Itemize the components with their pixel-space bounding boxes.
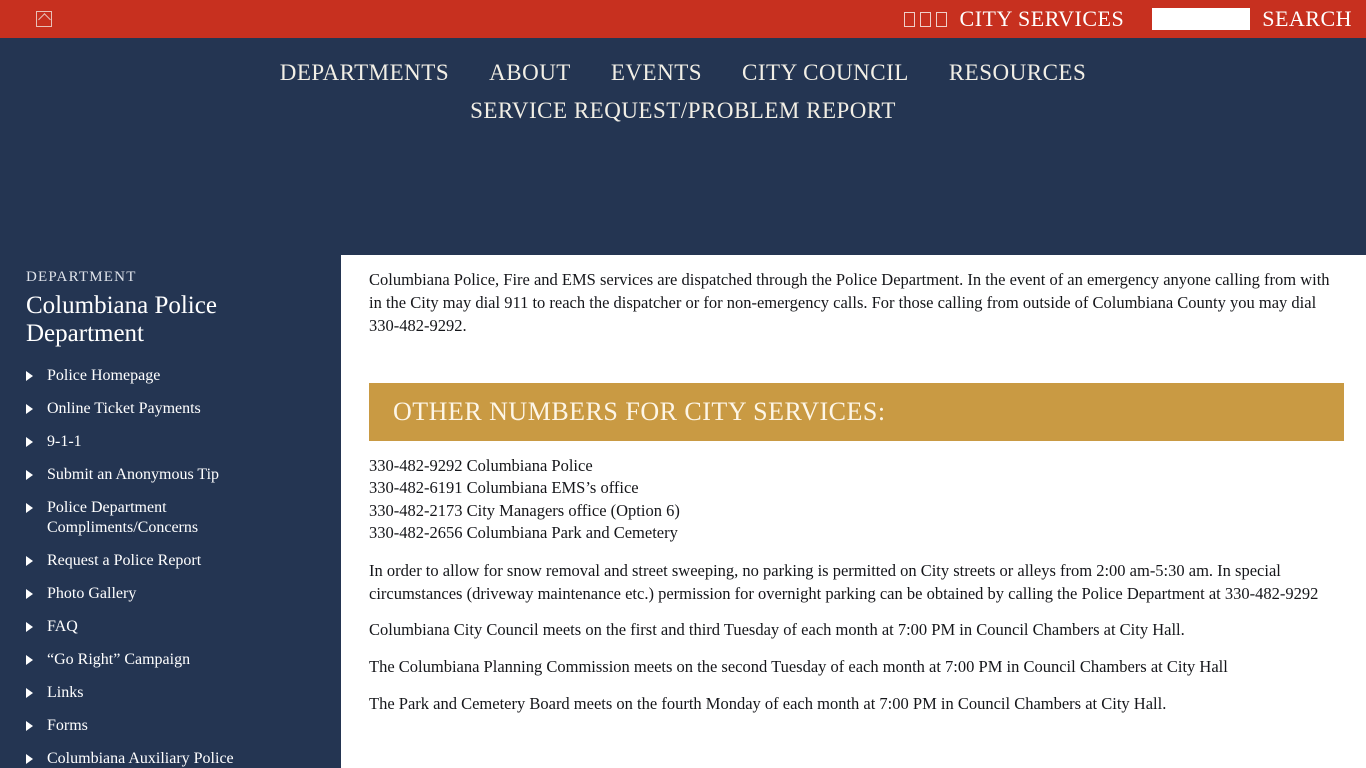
caret-right-icon [26,589,33,599]
sidebar-item-label[interactable]: Photo Gallery [47,585,137,602]
twitter-icon[interactable] [920,12,931,27]
city-council-paragraph: Columbiana City Council meets on the first and third Tuesday of each month at 7:00 PM in Council Chambers at City Hall. [369,620,1185,640]
caret-right-icon [26,371,33,381]
sidebar-item-911[interactable] [26,432,321,452]
list-item: 330-482-9292 Columbiana Police [369,456,593,476]
caret-right-icon [26,503,33,513]
primary-nav [0,38,1366,86]
nav-item-about[interactable]: ABOUT [489,60,571,85]
sidebar-item-links[interactable] [26,683,321,703]
list-item: 330-482-2656 Columbiana Park and Cemetery [369,522,678,542]
sidebar-eyebrow: DEPARTMENT [26,269,137,285]
main-navigation-band [0,38,1366,277]
sidebar-item-photo-gallery[interactable] [26,584,321,604]
youtube-icon[interactable] [936,12,947,27]
sidebar-item-online-ticket-payments[interactable] [26,399,321,419]
top-utility-bar [0,0,1366,38]
sidebar-item-label[interactable]: Police Homepage [47,367,161,384]
sidebar-item-label[interactable]: Submit an Anonymous Tip [47,466,220,483]
park-cemetery-paragraph: The Park and Cemetery Board meets on the fourth Monday of each month at 7:00 PM in Council Chambers at City Hall. [369,693,1167,713]
sidebar-item-label[interactable]: Columbiana Auxiliary Police [47,750,234,767]
intro-paragraph: Columbiana Police, Fire and EMS services are dispatched through the Police Department. In the event of an emergency anyone calling from with in the City may dial 911 to reach the dispatcher or for non-emergency calls. For those calling from outside of Columbiana County you may dial 330-482-9292. [369,270,1330,335]
caret-right-icon [26,655,33,665]
sidebar-item-forms[interactable] [26,716,321,736]
section-banner [369,383,1344,441]
caret-right-icon [26,556,33,566]
caret-right-icon [26,622,33,632]
search-input[interactable] [1152,8,1250,30]
sidebar-item-label[interactable]: Forms [47,717,88,734]
phone-numbers-list [369,455,1344,543]
nav-item-departments[interactable]: DEPARTMENTS [279,60,450,85]
sidebar-menu [26,366,321,768]
sidebar-item-auxiliary-police[interactable] [26,749,321,768]
nav-item-resources[interactable]: RESOURCES [948,60,1087,85]
caret-right-icon [26,437,33,447]
sidebar-item-police-homepage[interactable] [26,366,321,386]
utility-right-group [904,6,1366,32]
sidebar [0,255,341,768]
sidebar-item-label[interactable]: Links [47,684,84,701]
sidebar-item-submit-anonymous-tip[interactable] [26,465,321,485]
facebook-icon[interactable] [904,12,915,27]
sidebar-item-compliments-concerns[interactable] [26,498,321,538]
sidebar-item-label[interactable]: FAQ [47,618,78,635]
sidebar-item-label[interactable]: Online Ticket Payments [47,400,201,417]
caret-right-icon [26,404,33,414]
main-content [341,255,1366,768]
caret-right-icon [26,721,33,731]
list-item: 330-482-2173 City Managers office (Option 6) [369,500,680,520]
broken-image-icon [36,11,52,27]
city-services-link[interactable]: CITY SERVICES [959,6,1125,31]
nav-item-service-request[interactable]: SERVICE REQUEST/PROBLEM REPORT [470,98,896,123]
nav-item-city-council[interactable]: CITY COUNCIL [742,60,909,85]
sidebar-item-label[interactable]: Police Department Compliments/Concerns [47,499,199,536]
parking-paragraph: In order to allow for snow removal and street sweeping, no parking is permitted on City streets or alleys from 2:00 am-5:30 am. In special circumstances (driveway maintenance etc.) permission for overnight parking can be obtained by calling the Police Department at 330-482-9292 [369,560,1319,603]
sidebar-item-faq[interactable] [26,617,321,637]
section-banner-title: OTHER NUMBERS FOR CITY SERVICES: [393,397,886,427]
sidebar-title: Columbiana Police Department [26,292,217,347]
sidebar-item-label[interactable]: 9-1-1 [47,433,82,450]
sidebar-item-label[interactable]: “Go Right” Campaign [47,651,191,668]
planning-commission-paragraph: The Columbiana Planning Commission meets on the second Tuesday of each month at 7:00 PM in Council Chambers at City Hall [369,657,1228,677]
social-icons-group[interactable] [904,9,952,29]
sidebar-item-go-right-campaign[interactable] [26,650,321,670]
sidebar-item-request-police-report[interactable] [26,551,321,571]
list-item: 330-482-6191 Columbiana EMS’s office [369,478,639,498]
caret-right-icon [26,688,33,698]
search-button[interactable]: SEARCH [1262,6,1352,31]
caret-right-icon [26,754,33,764]
site-logo[interactable] [14,0,74,38]
nav-item-events[interactable]: EVENTS [610,60,703,85]
caret-right-icon [26,470,33,480]
secondary-nav [0,98,1366,124]
sidebar-item-label[interactable]: Request a Police Report [47,552,202,569]
